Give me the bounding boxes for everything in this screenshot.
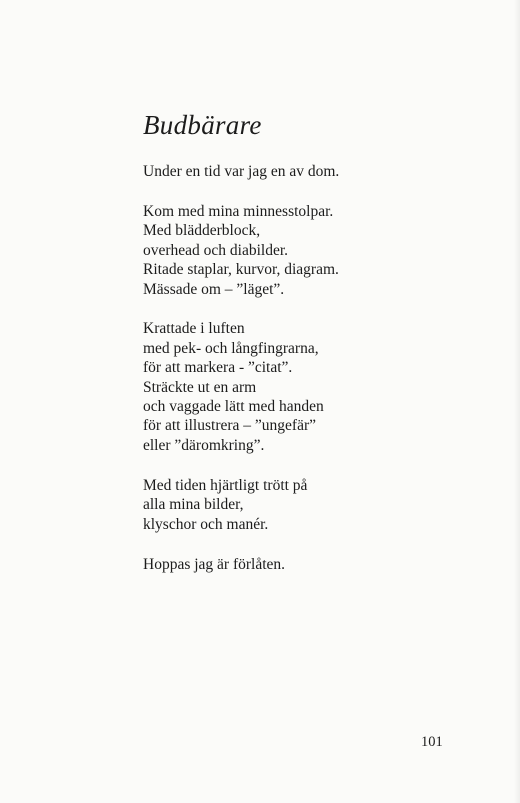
poem-line: Hoppas jag är förlåten. [143,555,286,573]
stanza-2 [143,202,483,299]
stanza-1 [143,162,483,181]
stanza-5 [143,555,483,574]
stanza-3 [143,319,483,455]
poem-line: overhead och diabilder. [143,241,289,259]
poem-line: Sträckte ut en arm [143,378,257,396]
stanza-4 [143,476,483,534]
poem-line: för att illustrera – ”ungefär” [143,417,316,435]
poem-title: Budbärare [143,110,262,140]
poem-line: för att markera - ”citat”. [143,359,293,377]
page-edge-shadow [514,0,520,803]
poem-line: klyschor och manér. [143,515,269,533]
poem-line: Krattade i luften [143,320,245,338]
poem-line: Mässade om – ”läget”. [143,280,285,298]
poem-line: eller ”däromkring”. [143,436,265,454]
page-number: 101 [421,734,443,750]
poem-line: alla mina bilder, [143,496,244,514]
poem-line: Med blädderblock, [143,222,261,240]
poem-line: Kom med mina minnesstolpar. [143,202,334,220]
poem-line: med pek- och långfingrarna, [143,339,319,357]
poem-line: Med tiden hjärtligt trött på [143,476,308,494]
poem-body [143,162,483,594]
poem-line: Under en tid var jag en av dom. [143,163,340,180]
poem-line: Ritade staplar, kurvor, diagram. [143,261,339,279]
poem-line: och vaggade lätt med handen [143,398,324,416]
